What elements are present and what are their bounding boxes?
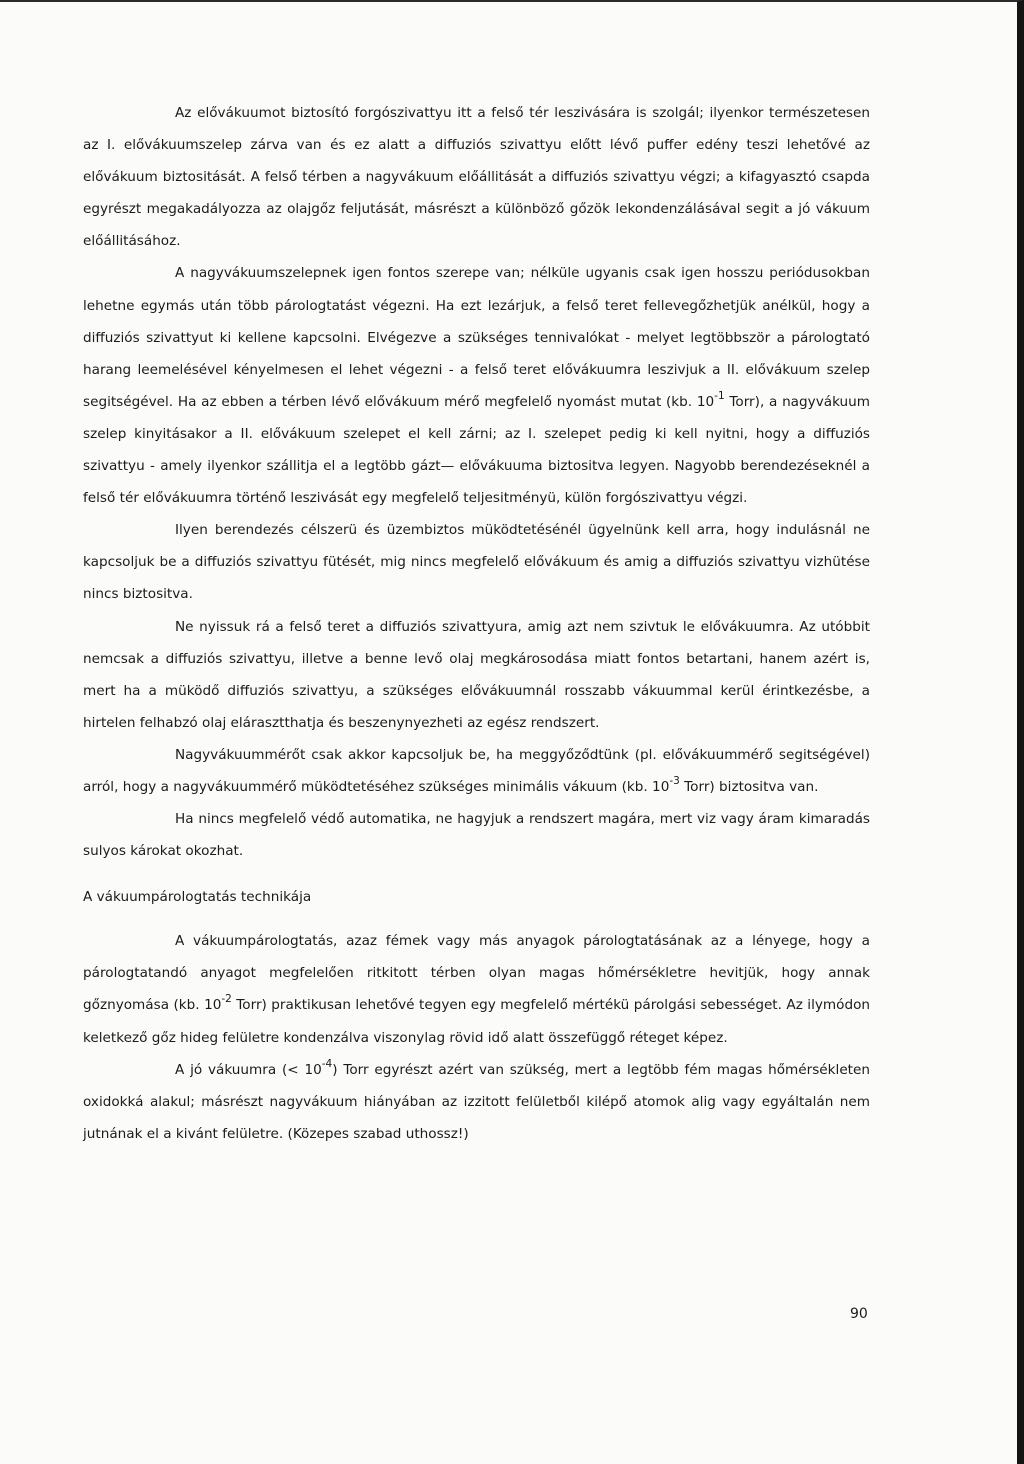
paragraph-5-exponent: -3: [669, 774, 680, 787]
paragraph-8: [83, 1054, 870, 1150]
paragraph-2-text-b: Torr), a nagyvákuum szelep kinyitásakor a II. elővákuum szelepet el kell zárni; az I. szelepet pedig ki kell nyitni, hogy a diffuziós szivattyu - amely ilyenkor szállitja el a legtöbb gázt— elővákuuma biztositva legyen. Nagyobb berendezéseknél a felső tér elővákuumra történő leszivását egy megfelelő teljesitményü, külön forgószivattyu végzi.: [83, 393, 870, 507]
paragraph-5: [83, 739, 870, 803]
paragraph-2-exponent: -1: [714, 389, 725, 402]
paragraph-6-text: Ha nincs megfelelő védő automatika, ne hagyjuk a rendszert magára, mert viz vagy áram kimaradás sulyos károkat okozhat.: [83, 811, 870, 860]
paragraph-5-text-b: Torr) biztositva van.: [679, 778, 819, 795]
paragraph-3: [83, 514, 870, 610]
paragraph-8-exponent: -4: [321, 1057, 333, 1070]
paragraph-7-text-a: A vákuumpárologtatás, azaz fémek vagy más anyagok párologtatásának az a lényege, hogy a párologtatandó anyagot megfelelően ritkitott térben olyan magas hőmérsékletre hevitjük, hogy annak gőznyomása (kb. 10: [83, 933, 870, 1014]
paragraph-8-text-a: A jó vákuumra (< 10: [175, 1061, 322, 1078]
paragraph-4: [83, 611, 870, 739]
paragraph-5-text-a: Nagyvákuummérőt csak akkor kapcsoljuk be, ha meggyőződtünk (pl. elővákuummérő segitségével) arról, hogy a nagyvákuummérő müködtetéséhez szükséges minimális vákuum (kb. 10: [83, 746, 870, 795]
paragraph-6: [83, 803, 870, 867]
paragraph-7-text-b: Torr) praktikusan lehetővé tegyen egy megfelelő mértékü párolgási sebességet. Az ilymódon keletkező gőz hideg felületre kondenzálva viszonylag rövid idő alatt összefüggő réteget képez.: [83, 997, 871, 1046]
paragraph-8-text-b: ) Torr egyrészt azért van szükség, mert a legtöbb fém magas hőmérsékleten oxidokká alakul; másrészt nagyvákuum hiányában az izzitott felületből kilépő atomok alig vagy egyáltalán nem jutnának el a kivánt felületre. (Közepes szabad uthossz!): [83, 1061, 870, 1142]
paragraph-2-text-a: A nagyvákuumszelepnek igen fontos szerepe van; nélküle ugyanis csak igen hosszu periódusokban lehetne egymás után több párologtatást végezni. Ha ezt lezárjuk, a felső teret fellevegőzhetjük anélkül, hogy a diffuziós szivattyut ki kellene kapcsolni. Elvégezve a szükséges tennivalókat - melyet legtöbbször a párologtató harang leemelésével kényelmesen el lehet végezni - a felső teret elővákuumra leszivjuk a II. elővákuum szelep segitségével. Ha az ebben a térben lévő elővákuum mérő megfelelő nyomást mutat (kb. 10: [83, 265, 870, 410]
paragraph-7-exponent: -2: [221, 993, 232, 1006]
paragraph-3-text: Ilyen berendezés célszerü és üzembiztos müködtetésénél ügyelnünk kell arra, hogy indulásnál ne kapcsoljuk be a diffuziós szivattyu fütését, mig nincs megfelelő elővákuum és amig a diffuziós szivattyu vizhütése nincs biztositva.: [83, 522, 870, 603]
paragraph-4-text: Ne nyissuk rá a felső teret a diffuziós szivattyura, amig azt nem szivtuk le elővákuumra. Az utóbbit nemcsak a diffuziós szivattyu, illetve a benne levő olaj megkárosodása miatt fontos betartani, hanem azért is, mert ha a müködő diffuziós szivattyu, a szükséges elővákuumnál rosszabb vákuummal kerül érintkezésbe, a hirtelen felhabzó olaj elárasztthatja és beszenynyezheti az egész rendszert.: [83, 618, 870, 731]
paragraph-7: [83, 925, 870, 1053]
paragraph-1: [83, 97, 870, 257]
page-number: 90: [850, 1306, 868, 1322]
paragraph-2: [83, 257, 870, 514]
paragraph-1-text: Az elővákuumot biztosító forgószivattyu itt a felső tér leszivására is szolgál; ilyenkor természetesen az I. elővákuumszelep zárva van és ez alatt a diffuziós szivattyu előtt lévő puffer edény teszi lehetővé az elővákuum biztositását. A felső térben a nagyvákuum előállitását a diffuziós szivattyu végzi; a kifagyasztó csapda egyrészt megakadályozza az olajgőz feljutását, másrészt a különböző gőzök lekondenzálásával segit a jó vákuum előállitásához.: [83, 105, 870, 250]
section-heading: A vákuumpárologtatás technikája: [83, 889, 312, 906]
document-body: [83, 97, 870, 1150]
